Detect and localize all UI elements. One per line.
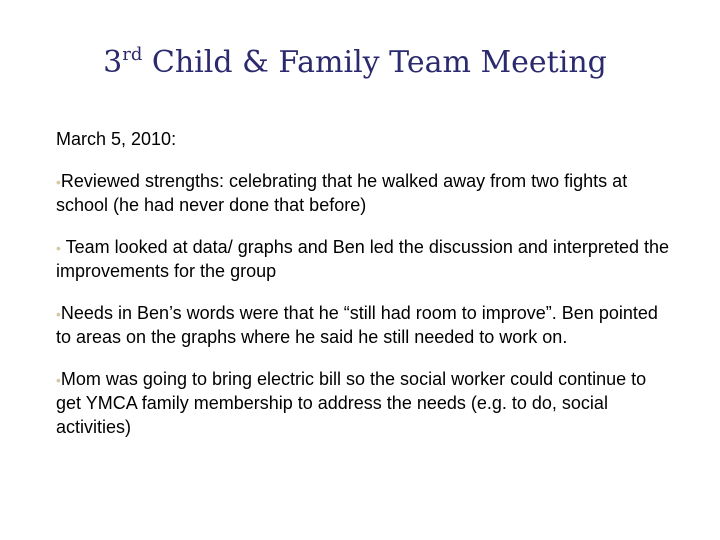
bullet-item bbox=[56, 302, 676, 350]
bullet-text: Team looked at data/ graphs and Ben led the discussion and interpreted the improvements for the group bbox=[56, 236, 669, 281]
title-ordinal: rd bbox=[122, 44, 143, 65]
bullet-icon: • bbox=[56, 173, 61, 190]
meeting-date: March 5, 2010: bbox=[56, 129, 177, 149]
bullet-item bbox=[56, 236, 676, 284]
bullet-icon: • bbox=[56, 371, 61, 388]
bullet-item bbox=[56, 170, 676, 218]
title-text: Child & Family Team Meeting bbox=[142, 45, 607, 80]
slide-title bbox=[0, 44, 710, 80]
bullet-icon: • bbox=[56, 305, 61, 322]
bullet-icon: • bbox=[56, 239, 61, 256]
slide-body bbox=[56, 128, 676, 457]
bullet-text: Mom was going to bring electric bill so the social worker could continue to get YMCA family membership to address the needs (e.g. to do, social activities) bbox=[56, 368, 647, 437]
bullet-text: Reviewed strengths: celebrating that he walked away from two fights at school (he had never done that before) bbox=[56, 170, 628, 215]
title-number: 3 bbox=[103, 45, 123, 80]
bullet-item bbox=[56, 368, 676, 440]
bullet-text: Needs in Ben’s words were that he “still had room to improve”. Ben pointed to areas on the graphs where he said he still needed to work on. bbox=[56, 302, 658, 347]
